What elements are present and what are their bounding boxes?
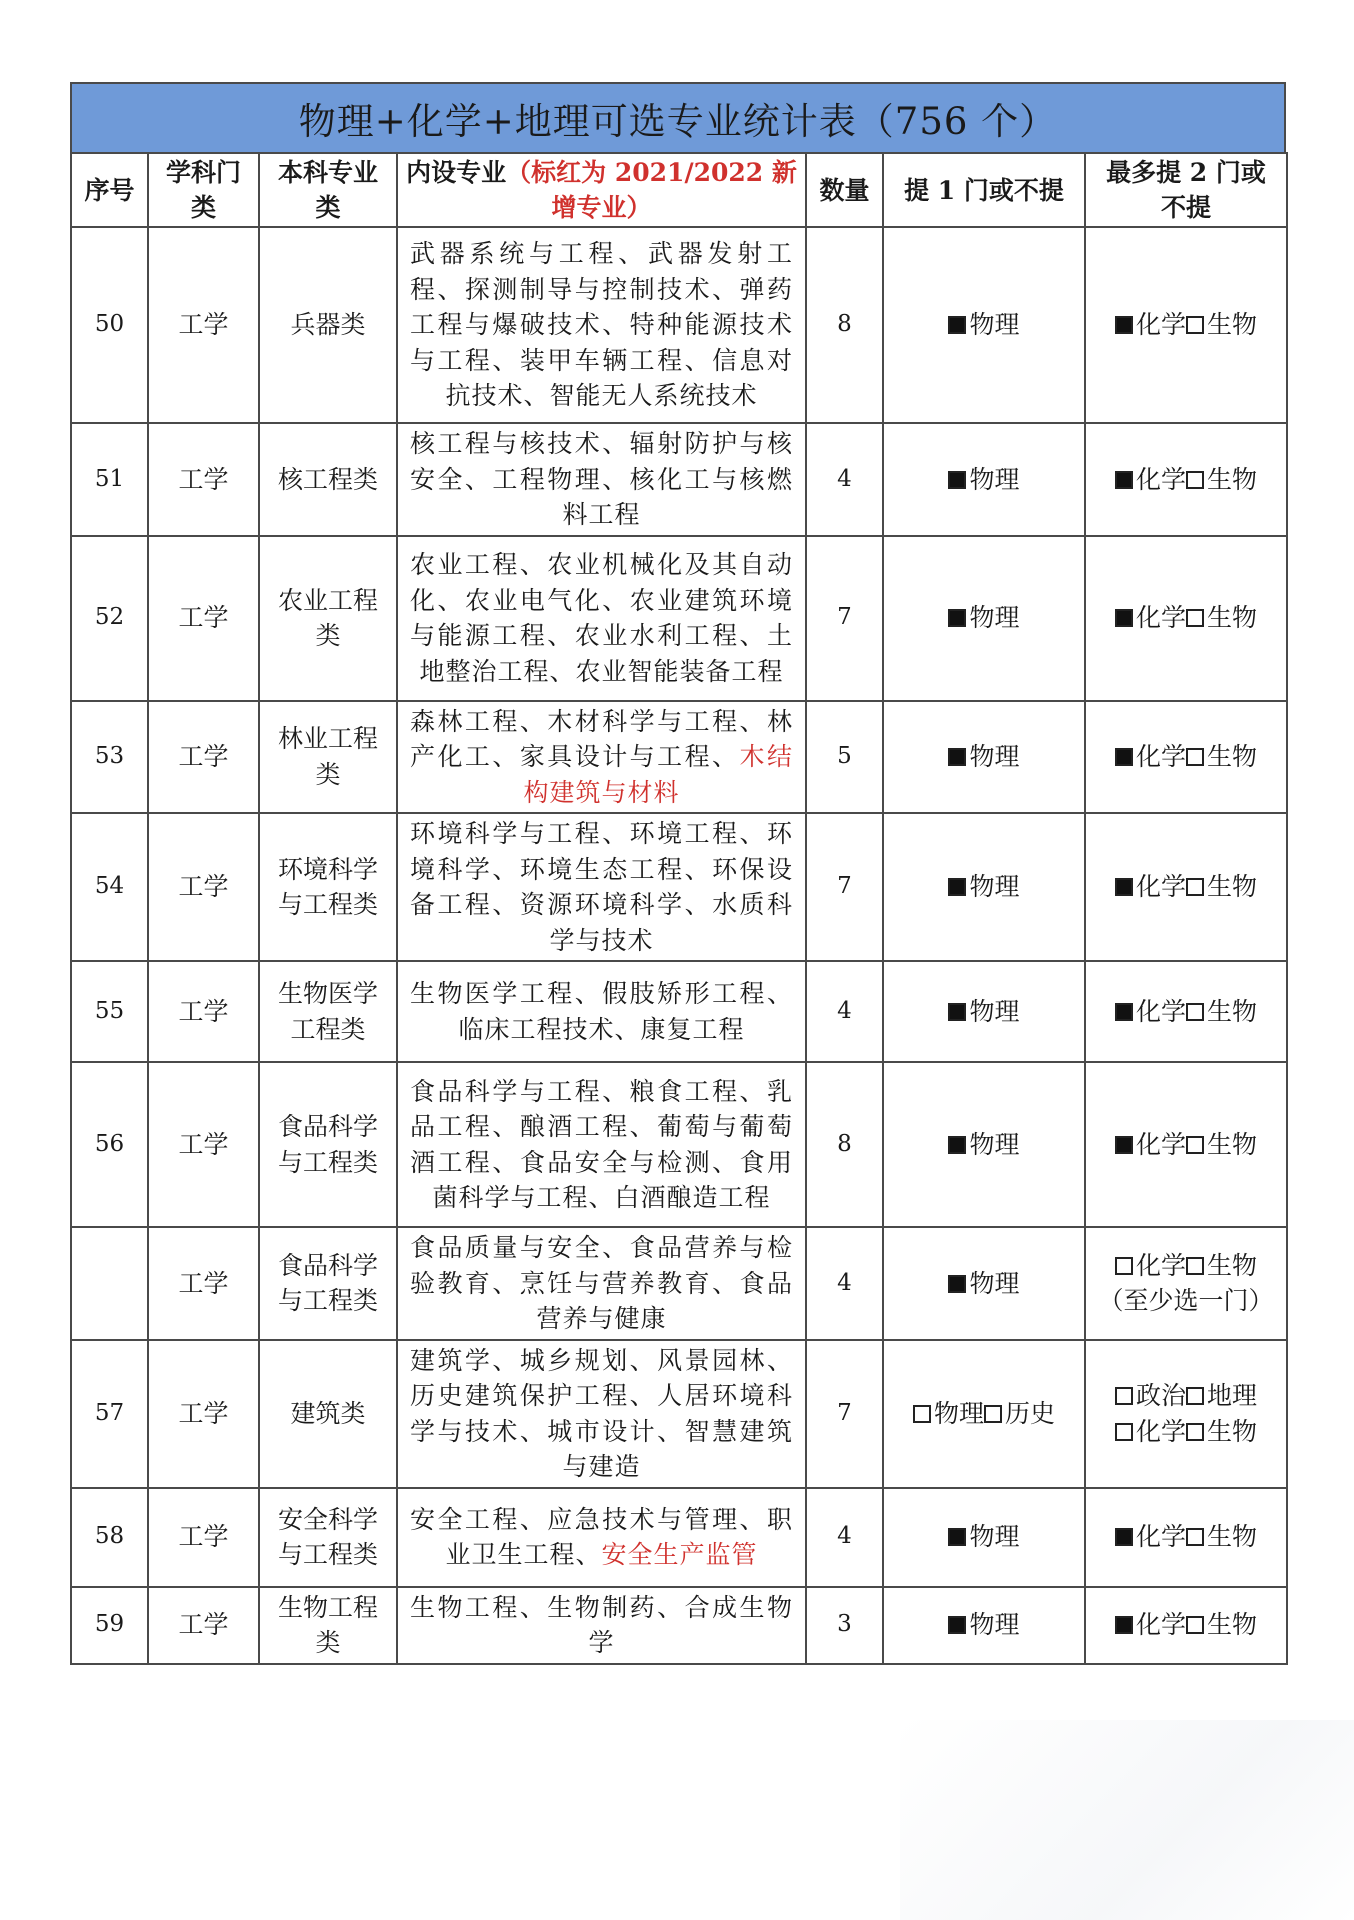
cell-count: 7 [806,1340,883,1488]
cell-seq [71,1227,148,1340]
header-discipline: 学科门类 [148,153,259,227]
cell-req2 [1085,536,1287,701]
requirement-line [1094,994,1278,1030]
cell-seq: 55 [71,961,148,1062]
requirement-line [892,1127,1076,1163]
empty-box-icon [1186,316,1204,334]
cell-category: 食品科学与工程类 [259,1062,397,1227]
subject-label: 化学 [1135,1416,1186,1446]
cell-category: 生物工程类 [259,1587,397,1664]
cell-count: 4 [806,423,883,536]
requirement-line [1094,1127,1278,1163]
subject-label: 生物 [1207,603,1258,633]
cell-req2 [1085,1340,1287,1488]
table-row [71,1227,1287,1340]
subject-label: 物理 [933,1398,984,1428]
requirement-line [1094,1248,1278,1284]
checked-box-icon [948,1136,966,1154]
cell-req1 [883,1227,1085,1340]
checked-box-icon [1115,1136,1133,1154]
subject-label: 化学 [1135,742,1186,771]
major-text: 建筑学、城乡规划、风景园林、历史建筑保护工程、人居环境科学与技术、城市设计、智慧建筑与建造 [410,1345,793,1481]
cell-seq: 59 [71,1587,148,1664]
photo-glare [900,1720,1354,1920]
subject-label: 生物 [1207,1416,1258,1446]
cell-req1 [883,1488,1085,1587]
cell-req2 [1085,227,1287,423]
header-majors-note: （标红为 2021/2022 新增专业） [506,158,797,222]
cell-discipline: 工学 [148,1340,259,1488]
subject-label: 生物 [1207,996,1258,1026]
subject-label: 生物 [1207,872,1258,902]
header-seq: 序号 [71,153,148,227]
requirement-line [1094,307,1278,343]
cell-req1 [883,423,1085,536]
major-text: 农业工程、农业机械化及其自动化、农业电气化、农业建筑环境与能源工程、农业水利工程、土地整治工程、农业智能装备工程 [410,550,793,686]
subject-label: 物理 [969,603,1020,633]
subject-label: 生物 [1207,464,1258,494]
empty-box-icon [1186,1257,1204,1275]
cell-count: 8 [806,227,883,423]
cell-discipline: 工学 [148,1587,259,1664]
checked-box-icon [948,471,966,489]
empty-box-icon [1115,1257,1133,1275]
cell-discipline: 工学 [148,1227,259,1340]
subject-label: 化学 [1135,1250,1186,1280]
checked-box-icon [1115,316,1133,334]
table-row [71,961,1287,1062]
cell-count: 7 [806,536,883,701]
subject-label: 物理 [969,310,1020,340]
subject-label: 化学 [1135,1129,1186,1159]
subject-label: 化学 [1135,996,1186,1026]
empty-box-icon [984,1405,1002,1423]
cell-category: 兵器类 [259,227,397,423]
cell-count: 7 [806,813,883,961]
cell-discipline: 工学 [148,227,259,423]
requirement-line [892,307,1076,343]
cell-majors [397,1488,806,1587]
major-text: 生物医学工程、假肢矫形工程、临床工程技术、康复工程 [410,979,793,1044]
table-body [71,227,1287,1664]
header-count: 数量 [806,153,883,227]
subject-label: 化学 [1135,872,1186,902]
subject-label: 物理 [969,872,1020,902]
subject-label: 物理 [969,1129,1020,1159]
cell-seq: 54 [71,813,148,961]
header-row [71,153,1287,227]
cell-req1 [883,701,1085,814]
table-row [71,1062,1287,1227]
empty-box-icon [1115,1423,1133,1441]
cell-majors [397,701,806,814]
header-majors [397,153,806,227]
requirement-line [892,1396,1076,1432]
subject-label: 生物 [1207,1129,1258,1159]
header-category: 本科专业类 [259,153,397,227]
major-text: 环境科学与工程、环境工程、环境科学、环境生态工程、环保设备工程、资源环境科学、水质科学与技术 [410,819,793,955]
cell-category: 安全科学与工程类 [259,1488,397,1587]
table-row [71,701,1287,814]
cell-req1 [883,1340,1085,1488]
subject-label: 化学 [1135,1610,1186,1640]
subject-label: 生物 [1207,1610,1258,1640]
checked-box-icon [1115,609,1133,627]
subject-label: 物理 [969,1268,1020,1298]
table-row [71,536,1287,701]
checked-box-icon [948,748,966,766]
empty-box-icon [1186,1616,1204,1634]
cell-seq: 58 [71,1488,148,1587]
empty-box-icon [1186,1003,1204,1021]
cell-seq: 53 [71,701,148,814]
cell-majors [397,1587,806,1664]
requirement-line [892,600,1076,636]
empty-box-icon [913,1405,931,1423]
cell-category: 生物医学工程类 [259,961,397,1062]
subject-label: 生物 [1207,310,1258,340]
major-text: 武器系统与工程、武器发射工程、探测制导与控制技术、弹药工程与爆破技术、特种能源技术与工程、装甲车辆工程、信息对抗技术、智能无人系统技术 [410,239,793,411]
cell-count: 4 [806,1227,883,1340]
requirement-line [892,1266,1076,1302]
new-major-text: 安全生产监管 [601,1540,758,1569]
checked-box-icon [948,316,966,334]
requirement-line [892,1519,1076,1555]
table-row [71,1587,1287,1664]
cell-req1 [883,1587,1085,1664]
cell-majors [397,423,806,536]
cell-req1 [883,1062,1085,1227]
new-major-text: 木结构建筑与材料 [523,742,793,807]
cell-majors [397,227,806,423]
requirement-line [1094,1519,1278,1555]
checked-box-icon [1115,748,1133,766]
cell-discipline: 工学 [148,961,259,1062]
subject-label: 生物 [1207,1522,1258,1552]
subject-label: 物理 [969,1522,1020,1552]
requirement-line [1094,1414,1278,1450]
table-row [71,423,1287,536]
subject-label: 物理 [969,996,1020,1026]
table-row [71,1488,1287,1587]
cell-req1 [883,536,1085,701]
requirement-line [1094,739,1278,775]
requirement-line [892,1607,1076,1643]
cell-majors [397,1227,806,1340]
requirement-line [1094,462,1278,498]
requirement-line [1094,1607,1278,1643]
cell-req2 [1085,1488,1287,1587]
requirement-line [892,462,1076,498]
empty-box-icon [1186,609,1204,627]
cell-seq: 50 [71,227,148,423]
subject-label: 化学 [1135,603,1186,633]
checked-box-icon [948,1003,966,1021]
empty-box-icon [1186,1528,1204,1546]
cell-req2 [1085,1587,1287,1664]
checked-box-icon [948,609,966,627]
cell-majors [397,1062,806,1227]
statistics-sheet [70,82,1286,1665]
cell-req2 [1085,1062,1287,1227]
header-req1: 提 1 门或不提 [883,153,1085,227]
cell-seq: 51 [71,423,148,536]
header-req2: 最多提 2 门或不提 [1085,153,1287,227]
empty-box-icon [1115,1387,1133,1405]
table-title: 物理+化学+地理可选专业统计表（756 个） [70,82,1286,152]
cell-discipline: 工学 [148,536,259,701]
cell-req1 [883,813,1085,961]
empty-box-icon [1186,1136,1204,1154]
cell-req1 [883,227,1085,423]
cell-category: 农业工程类 [259,536,397,701]
cell-majors [397,536,806,701]
cell-category: 建筑类 [259,1340,397,1488]
subject-label: 地理 [1207,1381,1258,1410]
table-row [71,1340,1287,1488]
cell-majors [397,961,806,1062]
subject-label: 物理 [969,464,1020,494]
cell-discipline: 工学 [148,701,259,814]
requirement-line [1094,869,1278,905]
requirement-line [1094,1378,1278,1414]
cell-req2 [1085,813,1287,961]
table-row [71,813,1287,961]
checked-box-icon [948,1528,966,1546]
checked-box-icon [1115,1003,1133,1021]
checked-box-icon [1115,1616,1133,1634]
checked-box-icon [1115,471,1133,489]
subject-label: 化学 [1135,464,1186,494]
checked-box-icon [1115,1528,1133,1546]
cell-discipline: 工学 [148,813,259,961]
subject-label: 化学 [1135,1522,1186,1552]
checked-box-icon [948,1616,966,1634]
subject-label: 生物 [1207,742,1258,771]
major-text: 森林工程、木材科学与工程、林产化工、家具设计与工程、 [410,706,793,771]
cell-discipline: 工学 [148,1488,259,1587]
empty-box-icon [1186,1387,1204,1405]
subject-label: 化学 [1135,310,1186,340]
cell-count: 4 [806,1488,883,1587]
cell-count: 5 [806,701,883,814]
majors-table [70,152,1288,1665]
cell-seq: 56 [71,1062,148,1227]
requirement-line [892,994,1076,1030]
cell-seq: 57 [71,1340,148,1488]
cell-count: 8 [806,1062,883,1227]
cell-seq: 52 [71,536,148,701]
empty-box-icon [1186,748,1204,766]
major-text: 安全工程、应急技术与管理、职业卫生工程、 [410,1504,793,1569]
cell-req2 [1085,423,1287,536]
header-majors-label: 内设专业 [406,158,507,187]
cell-count: 4 [806,961,883,1062]
checked-box-icon [1115,878,1133,896]
cell-majors [397,813,806,961]
requirement-line [892,739,1076,775]
cell-discipline: 工学 [148,423,259,536]
cell-req1 [883,961,1085,1062]
subject-label: 历史 [1005,1398,1056,1428]
cell-category: 林业工程类 [259,701,397,814]
empty-box-icon [1186,1423,1204,1441]
empty-box-icon [1186,471,1204,489]
subject-label: 生物 [1207,1250,1258,1280]
major-text: 核工程与核技术、辐射防护与核安全、工程物理、核化工与核燃料工程 [410,429,793,529]
cell-req2 [1085,961,1287,1062]
cell-req2 [1085,701,1287,814]
subject-label: 物理 [969,742,1020,771]
cell-majors [397,1340,806,1488]
cell-count: 3 [806,1587,883,1664]
cell-req2 [1085,1227,1287,1340]
requirement-note: （至少选一门） [1098,1286,1274,1316]
requirement-line [892,869,1076,905]
subject-label: 政治 [1135,1381,1186,1410]
cell-category: 食品科学与工程类 [259,1227,397,1340]
requirement-line [1094,600,1278,636]
major-text: 生物工程、生物制药、合成生物学 [410,1592,793,1657]
empty-box-icon [1186,878,1204,896]
cell-discipline: 工学 [148,1062,259,1227]
major-text: 食品科学与工程、粮食工程、乳品工程、酿酒工程、葡萄与葡萄酒工程、食品安全与检测、食用菌科学与工程、白酒酿造工程 [410,1076,793,1212]
cell-category: 环境科学与工程类 [259,813,397,961]
checked-box-icon [948,1275,966,1293]
cell-category: 核工程类 [259,423,397,536]
table-row [71,227,1287,423]
checked-box-icon [948,878,966,896]
major-text: 食品质量与安全、食品营养与检验教育、烹饪与营养教育、食品营养与健康 [410,1233,793,1333]
subject-label: 物理 [969,1610,1020,1640]
